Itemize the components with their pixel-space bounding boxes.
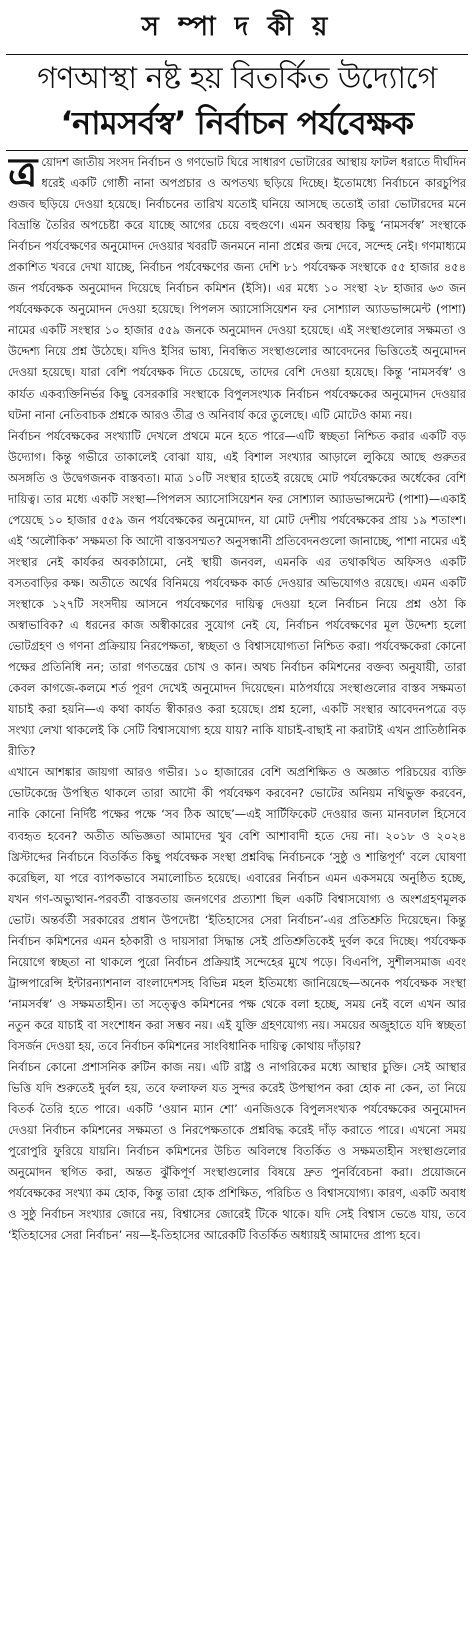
article-body [8,152,466,1646]
header-divider [6,54,468,55]
headline-line-2: ‘নামসর্বস্ব’ নির্বাচন পর্যবেক্ষক [60,104,414,142]
article-paragraph-4: নির্বাচন কোনো প্রশাসনিক রুটিন কাজ নয়। এটি রাষ্ট্র ও নাগরিকের মধ্যে আস্থার চুক্তি। সেই আস্থার ভিত্তি যদি শুরুতেই দুর্বল হয়, তবে ফলাফল যত সুন্দর করেই উপস্থাপন করা হোক না কেন, তা নিয়ে বিতর্ক তৈরি হতে পারে। একটি ‘ওয়ান ম্যান শো’ এনজিওকে বিপুলসংখ্যক পর্যবেক্ষকের অনুমোদন দেওয়া নির্বাচন কমিশনের সক্ষমতা ও নিরপেক্ষতাকে প্রশ্নবিদ্ধ করেই দাঁড় করাতে পারে। এখনো সময় পুরোপুরি ফুরিয়ে যায়নি। নির্বাচন কমিশনের উচিত অবিলম্বে বিতর্কিত ও সক্ষমতাহীন সংস্থাগুলোর অনুমোদন স্থগিত করা, অন্তত ঝুঁকিপূর্ণ সংস্থাগুলোর বিষয়ে দ্রুত পুনর্বিবেচনা করা। প্রয়োজনে পর্যবেক্ষকের সংখ্যা কম হোক, কিন্তু তারা হোক প্রশিক্ষিত, পরিচিত ও বিশ্বাসযোগ্য। কারণ, একটি অবাধ ও সুষ্ঠু নির্বাচন সংখ্যার জোরে নয়, বিশ্বাসের জোরেই টিকে থাকে। যদি সেই বিশ্বাস ভেঙে যায়, তবে ‘ইতিহাসের সেরা নির্বাচন’ নয়—ই-তিহাসের আরেকটি বিতর্কিত অধ্যায়ই আমাদের প্রাপ্য হবে। [8,1060,466,1243]
article-paragraph-1 [8,152,466,426]
article-paragraph-3: এখানে আশঙ্কার জায়গা আরও গভীর। ১০ হাজারের বেশি অপ্রশিক্ষিত ও অজ্ঞাত পরিচয়ের ব্যক্তি ভোটকেন্দ্রে উপস্থিত থাকলে তারা আদৌ কী পর্যবেক্ষণ করবেন? ভোটের অনিয়ম নথিভুক্ত করবেন, নাকি কোনো নির্দিষ্ট পক্ষের পক্ষে ‘সব ঠিক আছে’—এই সার্টিফিকেট দেওয়ার জন্য মানবঢাল হিসেবে ব্যবহৃত হবেন? অতীত অভিজ্ঞতা আমাদের খুব বেশি আশাবাদী হতে দেয় না। ২০১৮ ও ২০২৪ খ্রিস্টাব্দের নির্বাচনে বিতর্কিত কিছু পর্যবেক্ষক সংস্থা প্রশ্নবিদ্ধ নির্বাচনকে ‘সুষ্ঠু ও শান্তিপূর্ণ’ বলে ঘোষণা করেছিল, যা পরে ব্যাপকভাবে সমালোচিত হয়েছে। এবারের নির্বাচন এমন একসময়ে অনুষ্ঠিত হচ্ছে, যখন গণ-অভ্যুত্থান-পরবর্তী বাস্তবতায় জনগণের প্রত্যাশা ছিল একটি বিশ্বাসযোগ্য ও অংশগ্রহণমূলক ভোট। অন্তর্বর্তী সরকারের প্রধান উপদেষ্টা ‘ইতিহাসের সেরা নির্বাচন’-এর প্রতিশ্রুতি দিয়েছেন। কিন্তু নির্বাচন কমিশনের এমন হঠকারী ও দায়সারা সিদ্ধান্ত সেই প্রতিশ্রুতিকেই দুর্বল করে দিচ্ছে। পর্যবেক্ষক নিয়োগে স্বচ্ছতা না থাকলে পুরো নির্বাচন প্রক্রিয়াই সন্দেহের মুখে পড়ে। বিএনপি, সুশীলসমাজ এবং ট্রান্সপারেন্সি ইন্টারন্যাশনাল বাংলাদেশসহ বিভিন্ন মহল ইতিমধ্যে জানিয়েছে—অনেক পর্যবেক্ষক সংস্থা ‘নামসর্বস্ব’ ও সক্ষমতাহীন। তা সত্ত্বেও কমিশনের পক্ষ থেকে বলা হচ্ছে, সময় নেই বলে এখন আর নতুন করে যাচাই বা সংশোধন করা সম্ভব নয়। এই যুক্তি গ্রহণযোগ্য নয়। সময়ের অজুহাতে যদি স্বচ্ছতা বিসর্জন দেওয়া হয়, তবে নির্বাচন কমিশনের সাংবিধানিক দায়িত্ব কোথায় দাঁড়ায়? [8,765,466,1053]
article-paragraph-2: নির্বাচন পর্যবেক্ষকের সংখ্যাটি দেখলে প্রথমে মনে হতে পারে—এটি স্বচ্ছতা নিশ্চিত করার একটি বড় উদ্যোগ। কিন্তু গভীরে তাকালেই বোঝা যায়, এই বিশাল সংখ্যার আড়ালে লুকিয়ে আছে গুরুতর অসঙ্গতি ও উদ্বেগজনক বাস্তবতা। মাত্র ১০টি সংস্থার হাতেই রয়েছে মোট পর্যবেক্ষকের অর্ধেকের বেশি দায়িত্ব। তার মধ্যে একটি সংস্থা—পিপলস অ্যাসোসিয়েশন ফর সোশ্যাল অ্যাডভান্সমেন্ট (পাশা)—একাই পেয়েছে ১০ হাজার ৫৫৯ জন পর্যবেক্ষকের অনুমোদন, যা মোট দেশীয় পর্যবেক্ষকের প্রায় ১৯ শতাংশ। এই ‘অলৌকিক’ সক্ষমতা কি আদৌ বাস্তবসম্মত? অনুসন্ধানী প্রতিবেদনগুলো জানাচ্ছে, পাশা নামের এই সংস্থার নেই কার্যকর অবকাঠামো, নেই স্থায়ী জনবল, এমনকি এর তথাকথিত অফিসও একটি বসতবাড়ির কক্ষ। অতীতে অর্থের বিনিময়ে পর্যবেক্ষক কার্ড দেওয়ার অভিযোগও রয়েছে। এমন একটি সংস্থাকে ১২৭টি সংসদীয় আসনে পর্যবেক্ষণের দায়িত্ব দেওয়া হলে নির্বাচন নিয়ে প্রশ্ন ওঠা কি অস্বাভাবিক? এ ধরনের কাজ অস্বীকারের সুযোগ নেই যে, নির্বাচন পর্যবেক্ষণের মূল উদ্দেশ্য হলো ভোটগ্রহণ ও গণনা প্রক্রিয়ায় নিরপেক্ষতা, স্বচ্ছতা ও বিশ্বাসযোগ্যতা নিশ্চিত করা। পর্যবেক্ষকেরা কোনো পক্ষের প্রতিনিধি নন; তারা গণতন্ত্রের চোখ ও কান। অথচ নির্বাচন কমিশনের বক্তব্য অনুযায়ী, তারা কেবল কাগজে-কলমে শর্ত পূরণ দেখেই অনুমোদন দিয়েছেন। মাঠপর্যায়ে সংস্থাগুলোর বাস্তব সক্ষমতা যাচাই করা হয়নি—এ কথা কার্যত স্বীকারও করা হয়েছে। প্রশ্ন হলো, একটি সংস্থার আবেদনপত্রে বড় সংখ্যা লেখা থাকলেই কি সেটি বিশ্বাসযোগ্য হয়ে যায়? নাকি যাচাই-বাছাই না করাটাই এখন প্রাতিষ্ঠানিক রীতি? [8,428,466,759]
paragraph-text: য়োদশ জাতীয় সংসদ নির্বাচন ও গণভোট ঘিরে সাধারণ ভোটারের আস্থায় ফাটল ধরাতে দীর্ঘদিন ধরেই একটি গোষ্ঠী নানা অপপ্রচার ও অপতথ্য ছড়িয়ে দিচ্ছে। ইতোমধ্যে নির্বাচনে কারচুপির গুজব ছড়িয়ে দেওয়া হয়েছে। নির্বাচনের তারিখ যতোই ঘনিয়ে আসছে ততোই তারা ভোটারদের মনে বিভ্রান্তি তৈরির অপচেষ্টা করে যাচ্ছে আগের চেয়ে বহুগুণে। এমন অবস্থায় কিছু ‘নামসর্বস্ব’ সংস্থাকে নির্বাচন পর্যবেক্ষণের অনুমোদন দেওয়ার খবরটি জনমনে নানা প্রশ্নের জন্ম দেবে, সন্দেহ নেই। গণমাধ্যমে প্রকাশিত খবরে দেখা যাচ্ছে, নির্বাচন পর্যবেক্ষণের জন্য দেশি ৮১ পর্যবেক্ষক সংস্থাকে ৫৫ হাজার ৪৫৪ জন পর্যবেক্ষক অনুমোদন দিয়েছে নির্বাচন কমিশন (ইসি)। এর মধ্যে ১০ সংস্থা ২৮ হাজার ৬৩ জন পর্যবেক্ষককে অনুমোদন দেওয়া হয়েছে। পিপলস অ্যাসোসিয়েশন ফর সোশ্যাল অ্যাডভান্সমেন্ট (পাশা) নামের একটি সংস্থার ১০ হাজার ৫৫৯ জনকে অনুমোদন দেওয়া হয়েছে। এই সংস্থাগুলোর সক্ষমতা ও উদ্দেশ্য নিয়ে প্রশ্ন উঠেছে। যদিও ইসির ভাষ্য, নিবন্ধিত সংস্থাগুলোর আবেদনের ভিত্তিতেই অনুমোদন দেওয়া হয়েছে। যারা বেশি পর্যবেক্ষক দিতে চেয়েছে, তাদের বেশি দেওয়া হয়েছে। কিন্তু ‘নামসর্বস্ব’ ও কার্যত একব্যক্তিনির্ভর কিছু বেসরকারি সংস্থাকে বিপুলসংখ্যক নির্বাচন পর্যবেক্ষকের অনুমোদন দেওয়ার ঘটনা নানা নেতিবাচক প্রশ্নকে আরও তীব্র ও অনিবার্য করে তুলেছে। এটি মোটেও কাম্য নয়। [8,155,466,422]
headline-divider [6,150,468,151]
drop-cap: ত্র [8,152,38,196]
headline-line-1: গণআস্থা নষ্ট হয় বিতর্কিত উদ্যোগে [37,61,437,96]
section-label: স ম্পা দ কী য় [141,12,333,42]
